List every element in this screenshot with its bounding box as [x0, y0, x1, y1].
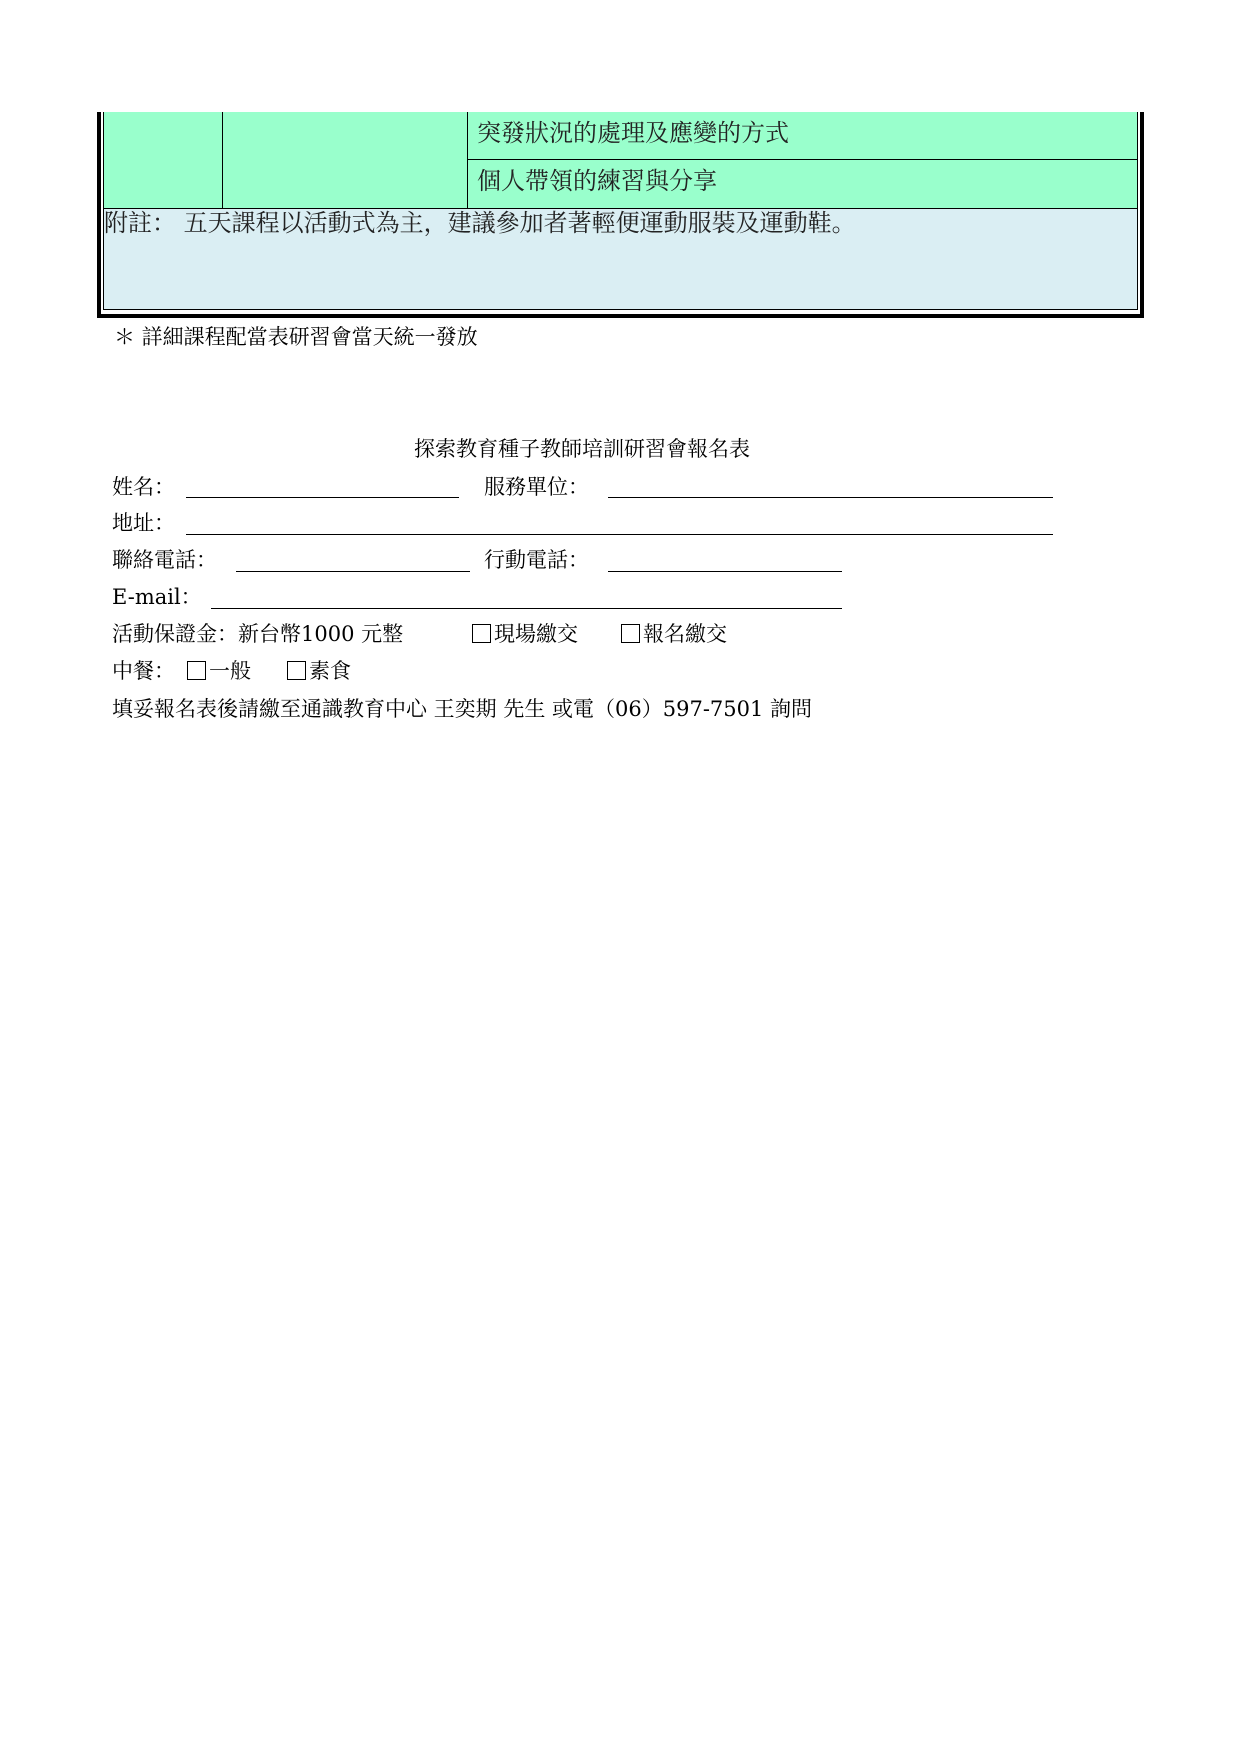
row-divider — [467, 159, 1138, 160]
name-field[interactable] — [186, 497, 459, 498]
table-cell-practice: 個人帶領的練習與分享 — [477, 167, 717, 195]
lunch-label: 中餐： — [112, 659, 175, 683]
deposit-register-checkbox[interactable] — [621, 624, 640, 643]
table-note: 附註： 五天課程以活動式為主，建議參加者著輕便運動服裝及運動鞋。 — [104, 209, 856, 237]
table-inner-border — [103, 112, 1138, 310]
lunch-vegetarian-label: 素食 — [309, 659, 351, 683]
address-label: 地址： — [112, 511, 175, 535]
lunch-vegetarian-checkbox[interactable] — [287, 661, 306, 680]
deposit-label: 活動保證金：新台幣1000 元整 — [112, 622, 404, 646]
deposit-onsite-checkbox[interactable] — [472, 624, 491, 643]
name-label: 姓名： — [112, 475, 175, 499]
deposit-register-label: 報名繳交 — [643, 622, 727, 646]
phone-label: 聯絡電話： — [112, 548, 217, 572]
unit-label: 服務單位： — [484, 475, 589, 499]
unit-field[interactable] — [608, 497, 1053, 498]
mobile-field[interactable] — [608, 571, 842, 572]
form-title: 探索教育種子教師培訓研習會報名表 — [414, 437, 750, 461]
lunch-regular-checkbox[interactable] — [187, 661, 206, 680]
mobile-label: 行動電話： — [484, 548, 589, 572]
address-field[interactable] — [186, 534, 1053, 535]
email-label: E-mail： — [112, 585, 202, 609]
email-field[interactable] — [211, 608, 842, 609]
column-divider — [467, 112, 468, 208]
table-cell-contingency: 突發狀況的處理及應變的方式 — [477, 119, 789, 147]
column-divider — [222, 112, 223, 208]
course-table — [97, 112, 1148, 320]
deposit-onsite-label: 現場繳交 — [494, 622, 578, 646]
lunch-regular-label: 一般 — [209, 659, 251, 683]
schedule-note: ＊ 詳細課程配當表研習會當天統一發放 — [114, 325, 478, 349]
form-footer-instructions: 填妥報名表後請繳至通識教育中心 王奕期 先生 或電（06）597-7501 詢問 — [112, 697, 813, 721]
phone-field[interactable] — [236, 571, 470, 572]
